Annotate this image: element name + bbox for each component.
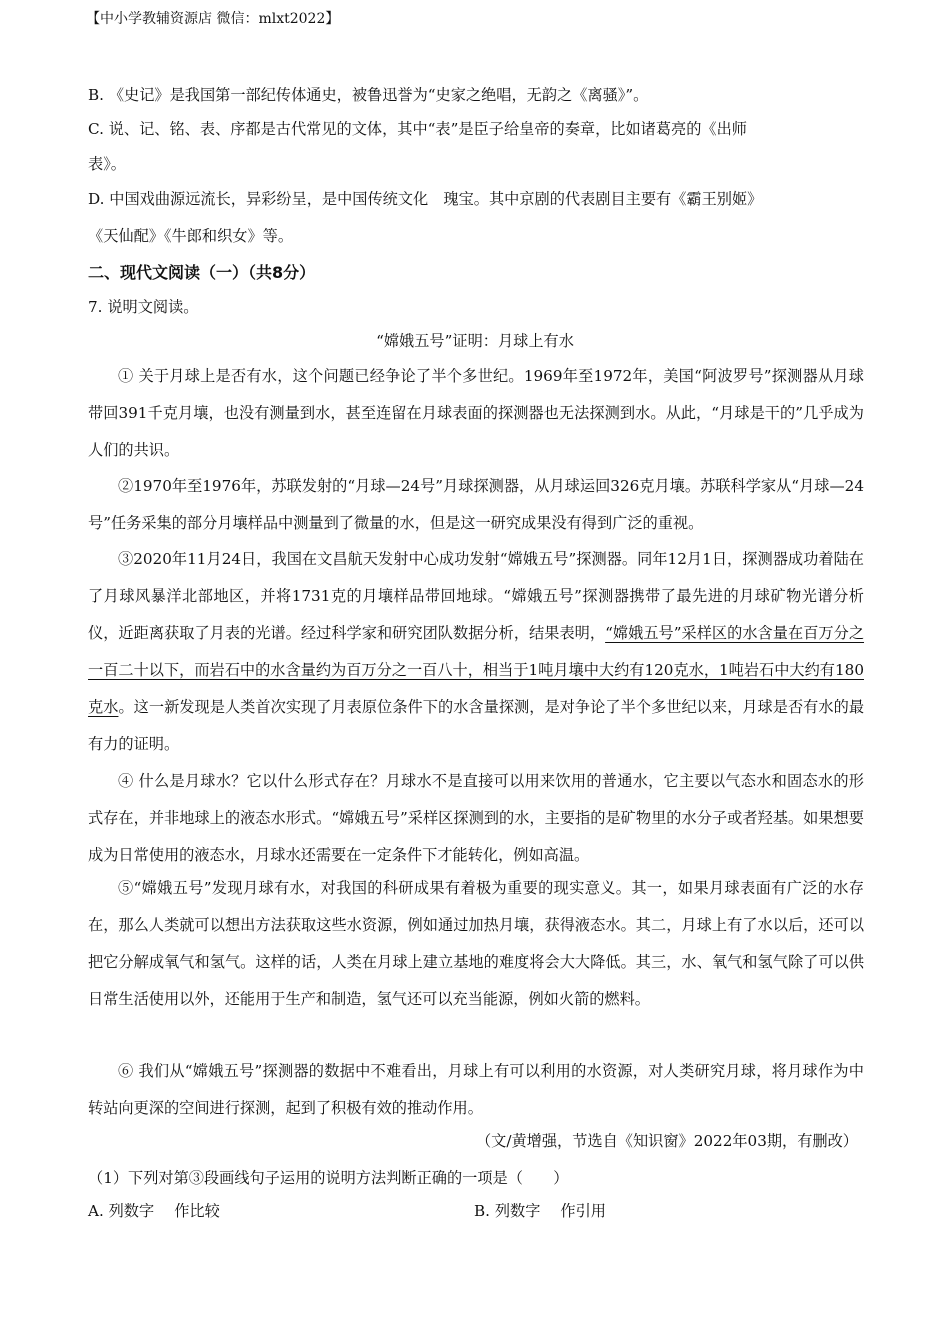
question-number: 7. 说明文阅读。	[88, 298, 199, 316]
article-title: “嫦娥五号”证明：月球上有水	[376, 332, 574, 350]
watermark-header: 【中小学教辅资源店 微信：mlxt2022】	[86, 11, 340, 27]
p3-underlined-sentence: “嫦娥五号”采样区的水含量在百万分之一百二十以下，而岩石中的水含量约为百万分之一百八十，相当于1吨月壤中大约有120克水，1吨岩石中大约有180克水	[88, 624, 865, 716]
article-paragraph-2: ②1970年至1976年，苏联发射的“月球—24号”月球探测器，从月球运回326克月壤。苏联科学家从“月球—24号”任务采集的部分月壤样品中测量到了微量的水，但是这一研究成果没有得到广泛的重视。	[88, 477, 864, 532]
option-b-prev: B. 《史记》是我国第一部纪传体通史，被鲁迅誉为“史家之绝唱，无韵之《离骚》”。	[88, 86, 649, 104]
option-d-prev-line1: D. 中国戏曲源远流长，异彩纷呈，是中国传统文化 瑰宝。其中京剧的代表剧目主要有《霸王别姬》	[88, 190, 763, 208]
article-source: （文/黄增强，节选自《知识窗》2022年03期，有删改）	[475, 1132, 858, 1150]
article-paragraph-3	[88, 541, 864, 763]
sub-question-prompt: （1）下列对第③段画线句子运用的说明方法判断正确的一项是（ ）	[88, 1169, 569, 1187]
option-d-prev-line2: 《天仙配》《牛郎和织女》等。	[88, 227, 294, 245]
option-c-prev-line2: 表》。	[88, 155, 126, 173]
answer-option-a[interactable]: A. 列数字 作比较	[88, 1202, 220, 1220]
option-c-prev-line1: C. 说、记、铭、表、序都是古代常见的文体，其中“表”是臣子给皇帝的奏章，比如诸葛亮的《出师	[88, 120, 747, 138]
article-paragraph-1: ① 关于月球上是否有水，这个问题已经争论了半个多世纪。1969年至1972年，美国“阿波罗号”探测器从月球带回391千克月壤，也没有测量到水，甚至连留在月球表面的探测器也无法探测到水。从此，“月球是干的”几乎成为人们的共识。	[88, 367, 864, 459]
answer-option-b[interactable]: B. 列数字 作引用	[474, 1202, 606, 1220]
p3-text-after: 。这一新发现是人类首次实现了月表原位条件下的水含量探测，是对争论了半个多世纪以来，月球是否有水的最有力的证明。	[88, 698, 865, 753]
p3-text-before: ③2020年11月24日，我国在文昌航天发射中心成功发射“嫦娥五号”探测器。同年12月1日，探测器成功着陆在了月球风暴洋北部地区，并将1731克的月壤样品带回地球。“嫦娥五号”探测器携带了最先进的月球矿物光谱分析仪，近距离获取了月表的光谱。经过科学家和研究团队数据分析，结果表明，	[88, 550, 864, 642]
article-paragraph-4: ④ 什么是月球水？它以什么形式存在？月球水不是直接可以用来饮用的普通水，它主要以气态水和固态水的形式存在，并非地球上的液态水形式。“嫦娥五号”采样区探测到的水，主要指的是矿物里的水分子或者羟基。如果想要成为日常使用的液态水，月球水还需要在一定条件下才能转化，例如高温。	[88, 772, 864, 864]
article-paragraph-5: ⑤“嫦娥五号”发现月球有水，对我国的科研成果有着极为重要的现实意义。其一，如果月球表面有广泛的水存在，那么人类就可以想出方法获取这些水资源，例如通过加热月壤，获得液态水。其二，月球上有了水以后，还可以把它分解成氧气和氢气。这样的话，人类在月球上建立基地的难度将会大大降低。其三，水、氧气和氢气除了可以供日常生活使用以外，还能用于生产和制造，氢气还可以充当能源，例如火箭的燃料。	[88, 879, 864, 1008]
article-paragraph-6: ⑥ 我们从“嫦娥五号”探测器的数据中不难看出，月球上有可以利用的水资源，对人类研究月球，将月球作为中转站向更深的空间进行探测，起到了积极有效的推动作用。	[88, 1062, 864, 1117]
section-heading: 二、现代文阅读（一）（共8分）	[88, 263, 316, 282]
